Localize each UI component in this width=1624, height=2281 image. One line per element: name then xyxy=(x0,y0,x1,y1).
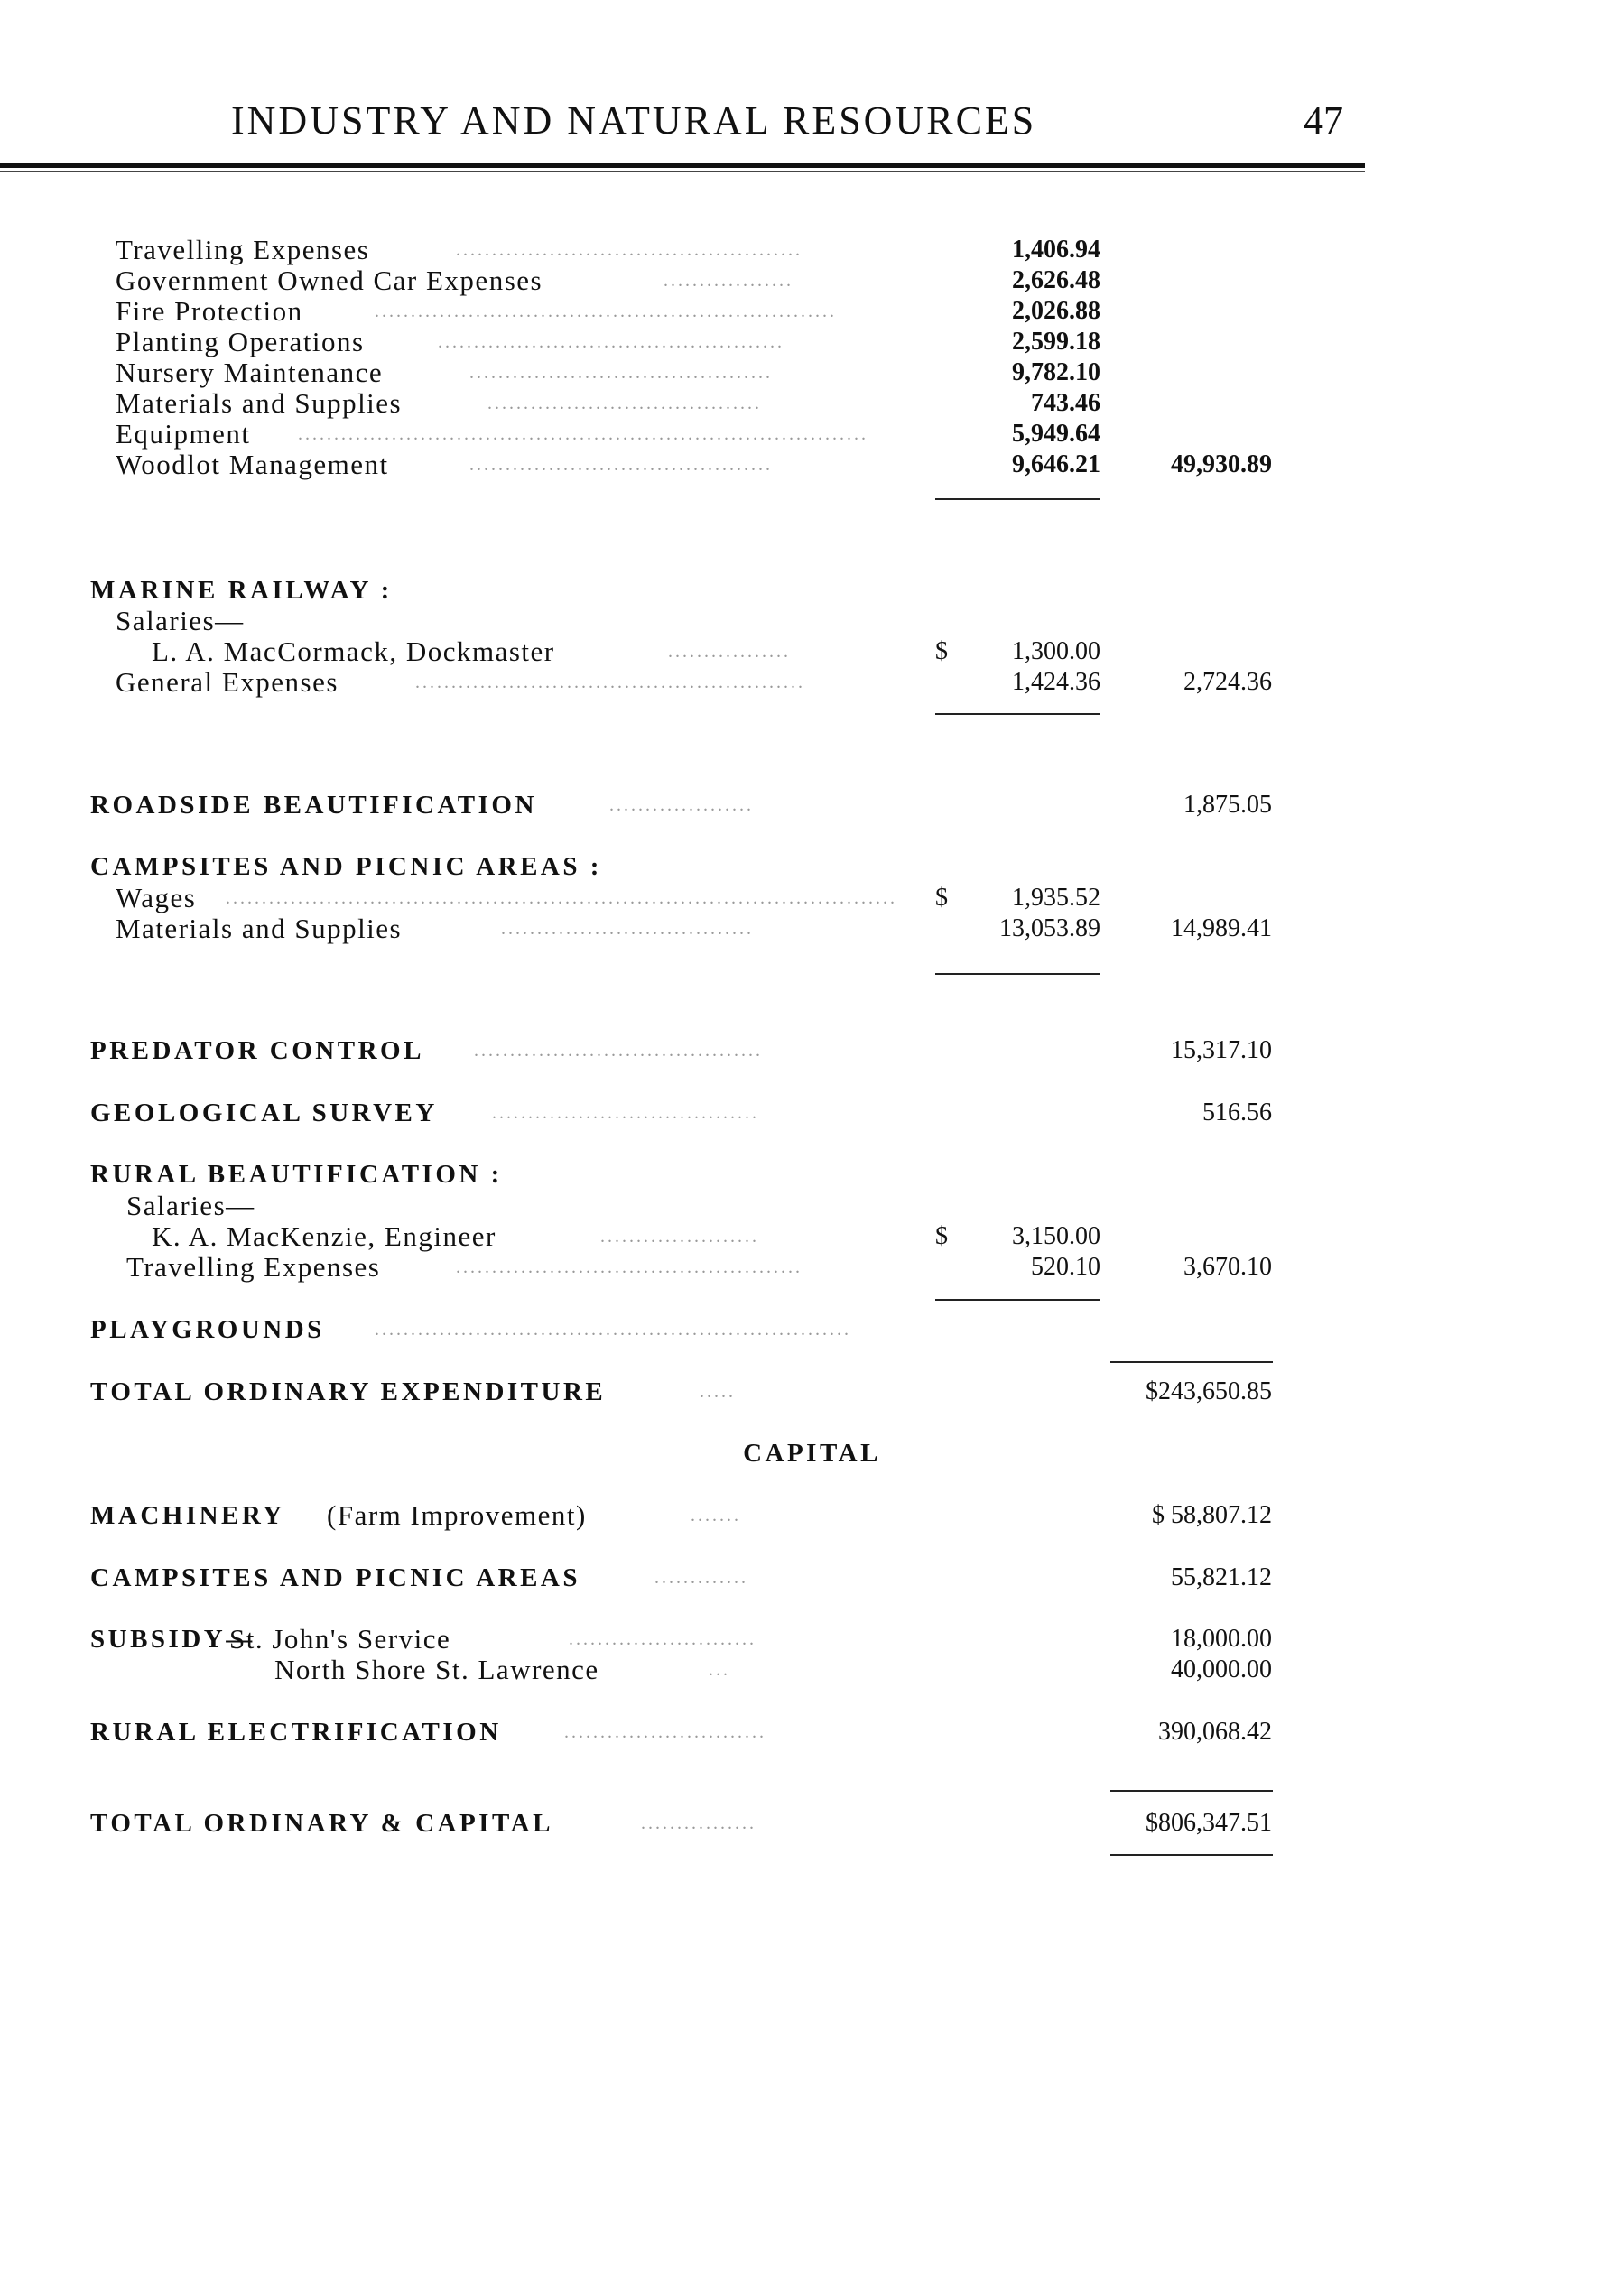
list-item xyxy=(0,635,1624,668)
leader-dots: ................ xyxy=(641,1813,756,1833)
item-label: K. A. MacKenzie, Engineer xyxy=(152,1220,496,1252)
leader-dots: ..................................... xyxy=(492,1103,759,1123)
leader-dots: .......................................... xyxy=(469,455,773,475)
leader-dots: ...................................................... xyxy=(415,672,805,692)
section-heading: TOTAL ORDINARY & CAPITAL xyxy=(90,1809,553,1838)
item-amount: 5,949.64 xyxy=(1012,420,1100,448)
item-amount: 13,053.89 xyxy=(999,914,1100,942)
total-rule xyxy=(1110,1790,1273,1792)
section-total: 1,875.05 xyxy=(1183,791,1272,819)
grand-total-row xyxy=(0,1807,1624,1840)
list-item xyxy=(0,882,1624,914)
section-subheading: (Farm Improvement) xyxy=(327,1499,587,1531)
leader-dots: ............. xyxy=(654,1568,748,1588)
capital-campsites-row xyxy=(0,1562,1624,1594)
leader-dots: ...................... xyxy=(600,1227,759,1247)
list-item xyxy=(0,326,1624,358)
section-heading: CAMPSITES AND PICNIC AREAS xyxy=(90,1563,580,1592)
page-running-title: INDUSTRY AND NATURAL RESOURCES xyxy=(231,98,1037,143)
leader-dots: .......................... xyxy=(569,1629,756,1649)
section-total: 18,000.00 xyxy=(1171,1625,1272,1653)
item-amount: 9,646.21 xyxy=(1012,450,1100,478)
list-item xyxy=(0,234,1624,266)
subtotal-rule xyxy=(935,498,1100,500)
leader-dots: ................................................................ xyxy=(375,301,837,321)
item-amount: 3,150.00 xyxy=(1012,1222,1100,1250)
section-heading: RURAL ELECTRIFICATION xyxy=(90,1718,502,1747)
playgrounds-row xyxy=(0,1313,1624,1346)
item-label: Materials and Supplies xyxy=(116,387,403,419)
section-total: 15,317.10 xyxy=(1171,1036,1272,1064)
section-heading-row xyxy=(0,574,1624,607)
dollar-sign: $ xyxy=(935,637,948,665)
total-underline-rule xyxy=(1110,1854,1273,1856)
section-total: 14,989.41 xyxy=(1171,914,1272,942)
item-label: Government Owned Car Expenses xyxy=(116,264,543,296)
salaries-label: Salaries— xyxy=(126,1190,255,1221)
item-amount: 1,935.52 xyxy=(1012,884,1100,912)
list-item xyxy=(0,449,1624,481)
list-item xyxy=(0,418,1624,450)
leader-dots: ..... xyxy=(700,1382,736,1402)
total-ordinary-row xyxy=(0,1376,1624,1408)
section-total: 516.56 xyxy=(1202,1099,1272,1127)
section-total: $243,650.85 xyxy=(1146,1377,1272,1405)
section-heading-row xyxy=(0,850,1624,883)
list-item xyxy=(0,357,1624,389)
list-item xyxy=(0,913,1624,945)
subsidy-row-1 xyxy=(0,1623,1624,1655)
list-item xyxy=(0,1220,1624,1253)
subsidy-row-2 xyxy=(0,1654,1624,1686)
item-label: Wages xyxy=(116,882,197,913)
leader-dots: ........................................ xyxy=(474,1041,763,1061)
section-heading: RURAL BEAUTIFICATION : xyxy=(90,1160,503,1189)
item-amount: 2,599.18 xyxy=(1012,328,1100,356)
item-amount: 2,026.88 xyxy=(1012,297,1100,325)
leader-dots: ................................... xyxy=(501,919,754,939)
item-amount: 1,300.00 xyxy=(1012,637,1100,665)
section-total: 55,821.12 xyxy=(1171,1563,1272,1591)
predator-row xyxy=(0,1034,1624,1067)
section-total: 390,068.42 xyxy=(1158,1718,1272,1746)
page-number: 47 xyxy=(1304,98,1343,143)
roadside-row xyxy=(0,789,1624,821)
salaries-row xyxy=(0,1190,1624,1222)
leader-dots: ................................................ xyxy=(456,240,803,260)
item-label: Materials and Supplies xyxy=(116,913,403,944)
dollar-sign: $ xyxy=(935,884,948,912)
salaries-row xyxy=(0,605,1624,637)
leader-dots: ...................................... xyxy=(487,394,762,413)
section-heading: PREDATOR CONTROL xyxy=(90,1036,424,1065)
section-heading: TOTAL ORDINARY EXPENDITURE xyxy=(90,1377,607,1406)
salaries-label: Salaries— xyxy=(116,605,245,636)
item-amount: 743.46 xyxy=(1031,389,1100,417)
item-amount: 1,424.36 xyxy=(1012,668,1100,696)
item-label: Fire Protection xyxy=(116,295,303,327)
leader-dots: ................................................ xyxy=(456,1257,803,1277)
item-label: Travelling Expenses xyxy=(116,234,370,265)
item-amount: 9,782.10 xyxy=(1012,358,1100,386)
leader-dots: ................................................ xyxy=(438,332,784,352)
item-label: Travelling Expenses xyxy=(126,1251,381,1283)
leader-dots: .................. xyxy=(664,271,793,291)
list-item xyxy=(0,1251,1624,1284)
leader-dots: ............................................................................................. xyxy=(226,888,897,908)
header-rule-thin xyxy=(0,171,1365,172)
section-total: $806,347.51 xyxy=(1146,1809,1272,1837)
subtotal-rule xyxy=(935,1299,1100,1301)
section-heading: ROADSIDE BEAUTIFICATION xyxy=(90,791,537,820)
section-heading: GEOLOGICAL SURVEY xyxy=(90,1099,438,1127)
capital-heading: CAPITAL xyxy=(743,1439,881,1468)
section-total: $ 58,807.12 xyxy=(1152,1501,1272,1529)
item-label: Planting Operations xyxy=(116,326,365,357)
section-heading: SUBSIDY— xyxy=(90,1625,255,1654)
section-heading: CAMPSITES AND PICNIC AREAS : xyxy=(90,852,602,881)
machinery-row xyxy=(0,1499,1624,1532)
item-amount: 520.10 xyxy=(1031,1253,1100,1281)
item-label: Equipment xyxy=(116,418,251,450)
total-rule xyxy=(1110,1361,1273,1363)
section-heading: MACHINERY xyxy=(90,1501,285,1530)
electrification-row xyxy=(0,1716,1624,1748)
section-total: 40,000.00 xyxy=(1171,1655,1272,1683)
section-heading: MARINE RAILWAY : xyxy=(90,576,393,605)
subtotal-rule xyxy=(935,973,1100,975)
leader-dots: ....... xyxy=(691,1506,741,1525)
header-rule xyxy=(0,163,1365,168)
item-label: Nursery Maintenance xyxy=(116,357,384,388)
section-heading: PLAYGROUNDS xyxy=(90,1315,325,1344)
list-item xyxy=(0,295,1624,328)
subsidy-label: St. John's Service xyxy=(229,1623,451,1655)
item-label: L. A. MacCormack, Dockmaster xyxy=(152,635,555,667)
leader-dots: .................... xyxy=(609,795,754,815)
list-item xyxy=(0,666,1624,699)
leader-dots: ... xyxy=(709,1660,730,1680)
leader-dots: .......................................... xyxy=(469,363,773,383)
leader-dots: ............................................................................... xyxy=(298,424,868,444)
dollar-sign: $ xyxy=(935,1222,948,1250)
leader-dots: ............................ xyxy=(564,1722,766,1742)
leader-dots: ................. xyxy=(668,642,791,662)
section-heading-row xyxy=(0,1158,1624,1191)
item-amount: 2,626.48 xyxy=(1012,266,1100,294)
item-label: Woodlot Management xyxy=(116,449,389,480)
subtotal-rule xyxy=(935,713,1100,715)
item-amount: 1,406.94 xyxy=(1012,236,1100,264)
subsidy-label: North Shore St. Lawrence xyxy=(274,1654,599,1685)
item-label: General Expenses xyxy=(116,666,339,698)
section-total: 3,670.10 xyxy=(1183,1253,1272,1281)
section-total: 49,930.89 xyxy=(1171,450,1272,478)
geological-row xyxy=(0,1097,1624,1129)
list-item xyxy=(0,264,1624,297)
list-item xyxy=(0,387,1624,420)
leader-dots: .................................................................. xyxy=(375,1320,851,1340)
section-total: 2,724.36 xyxy=(1183,668,1272,696)
